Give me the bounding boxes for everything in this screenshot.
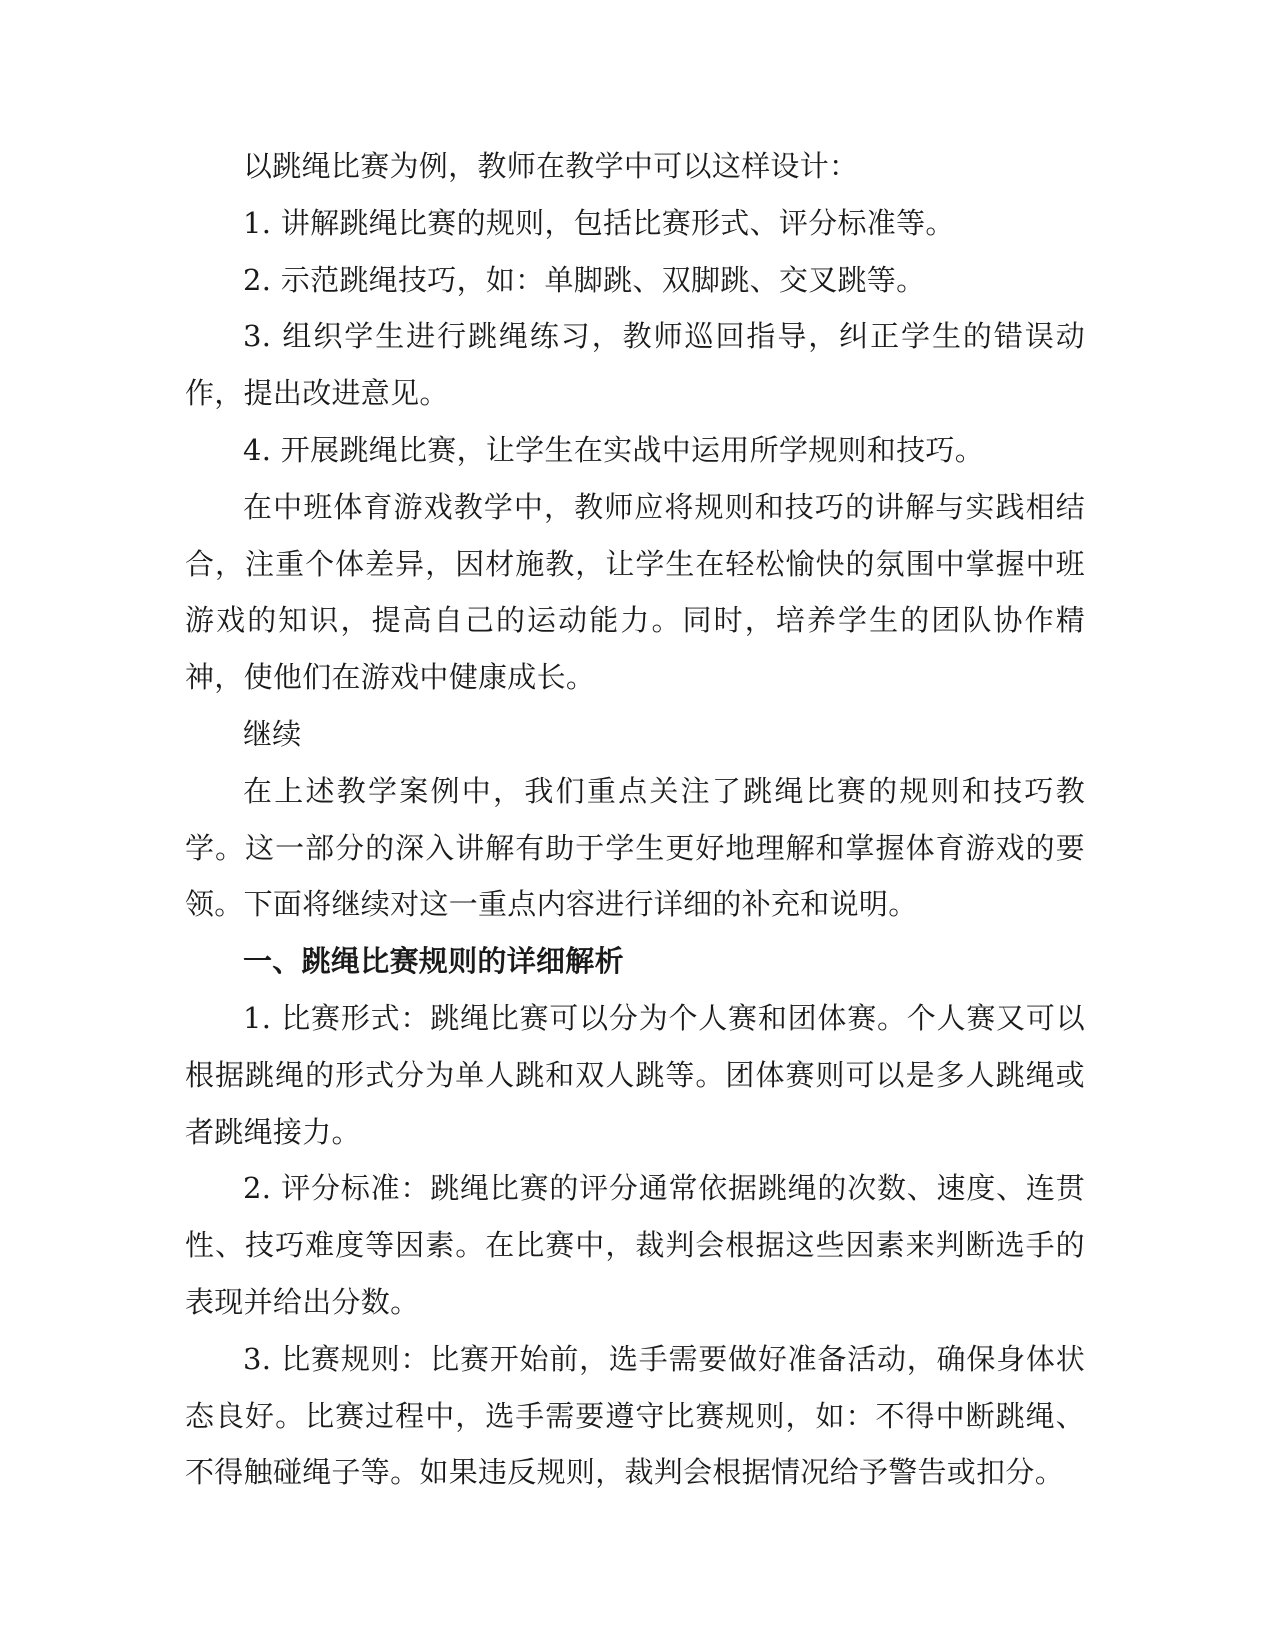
list-item-organize-practice: 3. 组织学生进行跳绳练习，教师巡回指导，纠正学生的错误动作，提出改进意见。	[185, 319, 1085, 411]
rule-item-format: 1. 比赛形式：跳绳比赛可以分为个人赛和团体赛。个人赛又可以根据跳绳的形式分为单人跳和双人跳等。团体赛则可以是多人跳绳或者跳绳接力。	[185, 1000, 1085, 1149]
rule-item-regulations: 3. 比赛规则：比赛开始前，选手需要做好准备活动，确保身体状态良好。比赛过程中，选手需要遵守比赛规则，如：不得中断跳绳、不得触碰绳子等。如果违反规则，裁判会根据情况给予警告或扣分。	[185, 1341, 1085, 1490]
section-heading: 一、跳绳比赛规则的详细解析	[243, 944, 624, 979]
rule-item-scoring: 2. 评分标准：跳绳比赛的评分通常依据跳绳的次数、速度、连贯性、技巧难度等因素。在比赛中，裁判会根据这些因素来判断选手的表现并给出分数。	[185, 1171, 1085, 1319]
continue-label: 继续	[243, 716, 302, 751]
list-item-explain-rules: 1. 讲解跳绳比赛的规则，包括比赛形式、评分标准等。	[243, 205, 955, 240]
document-body	[185, 138, 1085, 1501]
continuation-paragraph: 在上述教学案例中，我们重点关注了跳绳比赛的规则和技巧教学。这一部分的深入讲解有助于学生更好地理解和掌握体育游戏的要领。下面将继续对这一重点内容进行详细的补充和说明。	[185, 773, 1085, 922]
summary-paragraph: 在中班体育游戏教学中，教师应将规则和技巧的讲解与实践相结合，注重个体差异，因材施教，让学生在轻松愉快的氛围中掌握中班游戏的知识，提高自己的运动能力。同时，培养学生的团队协作精神，使他们在游戏中健康成长。	[185, 489, 1085, 695]
list-item-demonstrate-skills: 2. 示范跳绳技巧，如：单脚跳、双脚跳、交叉跳等。	[243, 262, 926, 297]
list-item-hold-competition: 4. 开展跳绳比赛，让学生在实战中运用所学规则和技巧。	[243, 432, 984, 467]
intro-paragraph: 以跳绳比赛为例，教师在教学中可以这样设计：	[243, 149, 859, 183]
